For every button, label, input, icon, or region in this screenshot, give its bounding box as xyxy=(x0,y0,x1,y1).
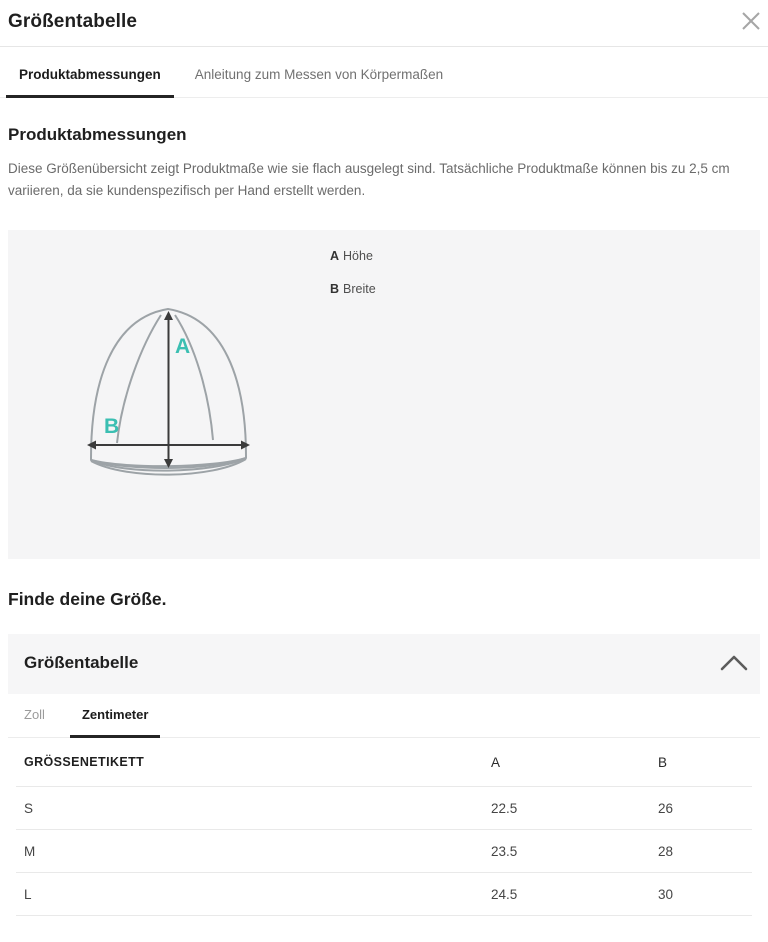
size-label: S xyxy=(24,800,34,816)
size-label: M xyxy=(24,843,36,859)
accordion-title: Größentabelle xyxy=(24,653,139,672)
size-chart-accordion xyxy=(8,634,760,916)
value-b: 30 xyxy=(658,886,674,902)
value-a: 23.5 xyxy=(491,843,518,859)
legend-label-height: Höhe xyxy=(343,249,373,263)
find-size-heading: Finde deine Größe. xyxy=(8,589,167,609)
table-row xyxy=(16,830,752,873)
table-row xyxy=(16,873,752,916)
unit-tabs xyxy=(8,694,760,738)
section-heading: Produktabmessungen xyxy=(8,125,187,144)
tab-product-dimensions[interactable]: Produktabmessungen xyxy=(6,67,174,98)
size-table xyxy=(8,738,760,916)
size-label: L xyxy=(24,886,32,902)
beanie-measurement-diagram xyxy=(8,230,760,559)
value-a: 22.5 xyxy=(491,800,518,816)
table-row xyxy=(16,787,752,830)
legend-label-width: Breite xyxy=(343,282,376,296)
label-a: A xyxy=(175,335,191,358)
accordion-header[interactable] xyxy=(8,634,760,694)
main-tabs xyxy=(0,67,768,98)
accordion-body xyxy=(8,694,760,916)
legend-key-b: B xyxy=(330,282,340,296)
modal-header xyxy=(0,0,768,47)
close-button[interactable] xyxy=(736,7,766,37)
legend-row-height xyxy=(330,249,376,263)
diagram-legend xyxy=(330,249,376,315)
chevron-up-icon xyxy=(720,655,748,671)
column-header-a: A xyxy=(491,754,501,770)
height-arrowhead-top xyxy=(164,311,173,320)
value-a: 24.5 xyxy=(491,886,518,902)
tab-inches[interactable]: Zoll xyxy=(24,707,45,722)
legend-row-width xyxy=(330,282,376,296)
tab-measuring-guide[interactable]: Anleitung zum Messen von Körpermaßen xyxy=(194,67,444,82)
collapse-button[interactable] xyxy=(718,651,750,677)
column-header-size-label: GRÖSSENETIKETT xyxy=(24,755,145,769)
hat-seam-right xyxy=(175,315,213,440)
column-header-b: B xyxy=(658,754,668,770)
modal-title: Größentabelle xyxy=(8,11,138,32)
value-b: 26 xyxy=(658,800,674,816)
table-header-row xyxy=(16,738,752,787)
legend-key-a: A xyxy=(330,249,340,263)
value-b: 28 xyxy=(658,843,674,859)
label-b: B xyxy=(104,415,120,438)
section-description: Diese Größenübersicht zeigt Produktmaße wie sie flach ausgelegt sind. Tatsächliche Produktmaße können bis zu 2,5 cm variieren, da sie kundenspezifisch per Hand erstellt werden. xyxy=(8,161,730,198)
beanie-illustration xyxy=(8,230,760,559)
tab-centimeters[interactable]: Zentimeter xyxy=(70,707,160,738)
close-icon xyxy=(740,10,762,32)
